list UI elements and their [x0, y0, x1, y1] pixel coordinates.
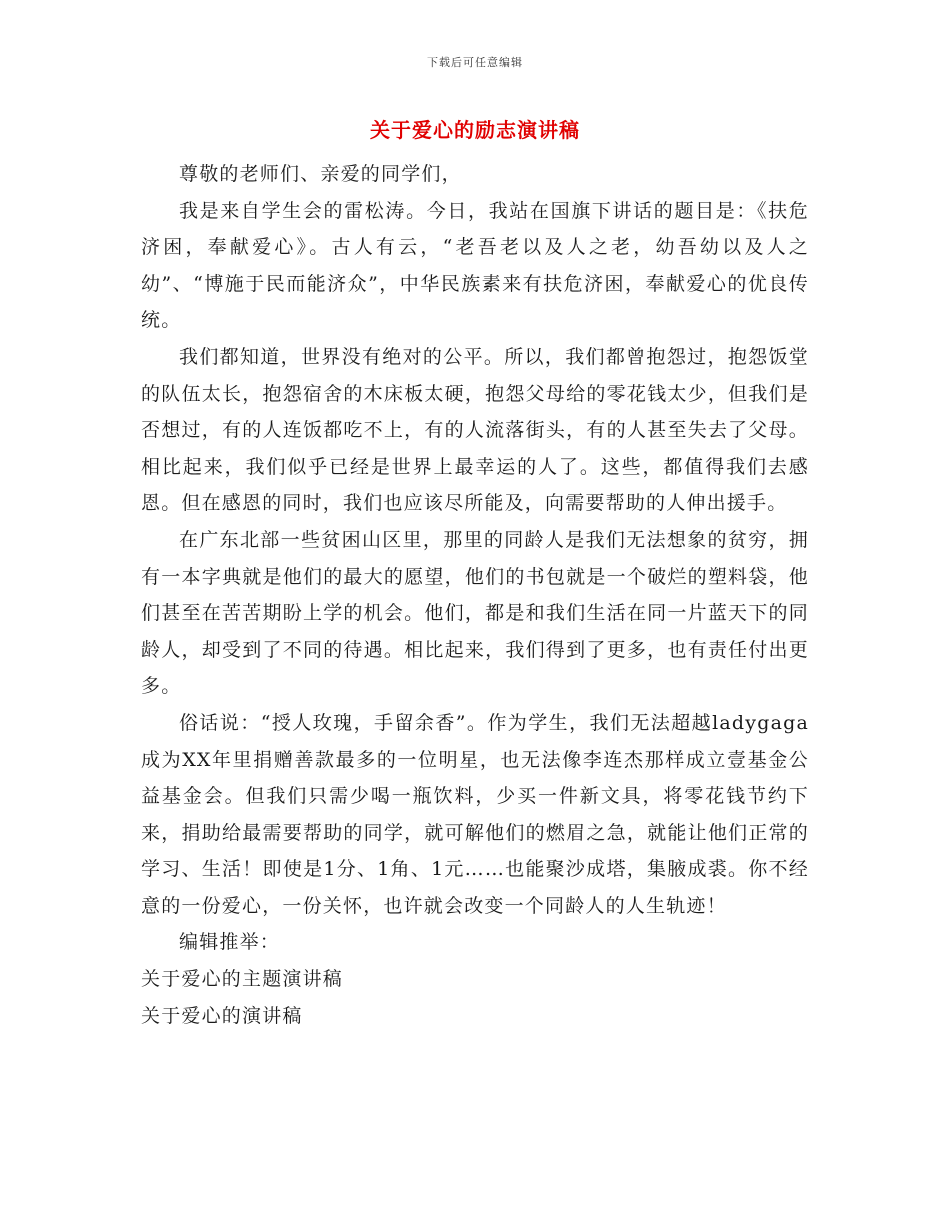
- page-header: 下载后可任意编辑: [427, 56, 523, 69]
- salutation-paragraph: 尊敬的老师们、亲爱的同学们，: [179, 163, 462, 185]
- recommendations-heading: 编辑推举：: [179, 931, 281, 954]
- document-title: 关于爱心的励志演讲稿: [370, 118, 580, 142]
- body-paragraph: 我是来自学生会的雷松涛。今日，我站在国旗下讲话的题目是：《扶危济困，奉献爱心》。古人有云，“老吾老以及人之老，幼吾幼以及人之幼”、“博施于民而能济众”，中华民族素来有扶危济困，奉献爱心的优良传统。: [141, 199, 809, 332]
- document-body: [141, 156, 809, 1034]
- related-article-link[interactable]: 关于爱心的演讲稿: [141, 1004, 303, 1027]
- related-article-link[interactable]: 关于爱心的主题演讲稿: [141, 968, 344, 991]
- body-paragraph: 我们都知道，世界没有绝对的公平。所以，我们都曾抱怨过，抱怨饭堂的队伍太长，抱怨宿舍的木床板太硬，抱怨父母给的零花钱太少，但我们是否想过，有的人连饭都吃不上，有的人流落街头，有的人甚至失去了父母。相比起来，我们似乎已经是世界上最幸运的人了。这些，都值得我们去感恩。但在感恩的同时，我们也应该尽所能及，向需要帮助的人伸出援手。: [141, 345, 809, 515]
- body-paragraph: 在广东北部一些贫困山区里，那里的同龄人是我们无法想象的贫穷，拥有一本字典就是他们的最大的愿望，他们的书包就是一个破烂的塑料袋，他们甚至在苦苦期盼上学的机会。他们，都是和我们生活在同一片蓝天下的同龄人，却受到了不同的待遇。相比起来，我们得到了更多，也有责任付出更多。: [141, 528, 809, 698]
- body-paragraph: 俗话说：“授人玫瑰，手留余香”。作为学生，我们无法超越ladygaga成为XX年里捐赠善款最多的一位明星，也无法像李连杰那样成立壹基金公益基金会。但我们只需少喝一瓶饮料，少买一件新文具，将零花钱节约下来，捐助给最需要帮助的同学，就可解他们的燃眉之急，就能让他们正常的学习、生活！即使是1分、1角、1元……也能聚沙成塔，集腋成裘。你不经意的一份爱心，一份关怀，也许就会改变一个同龄人的人生轨迹！: [141, 711, 809, 917]
